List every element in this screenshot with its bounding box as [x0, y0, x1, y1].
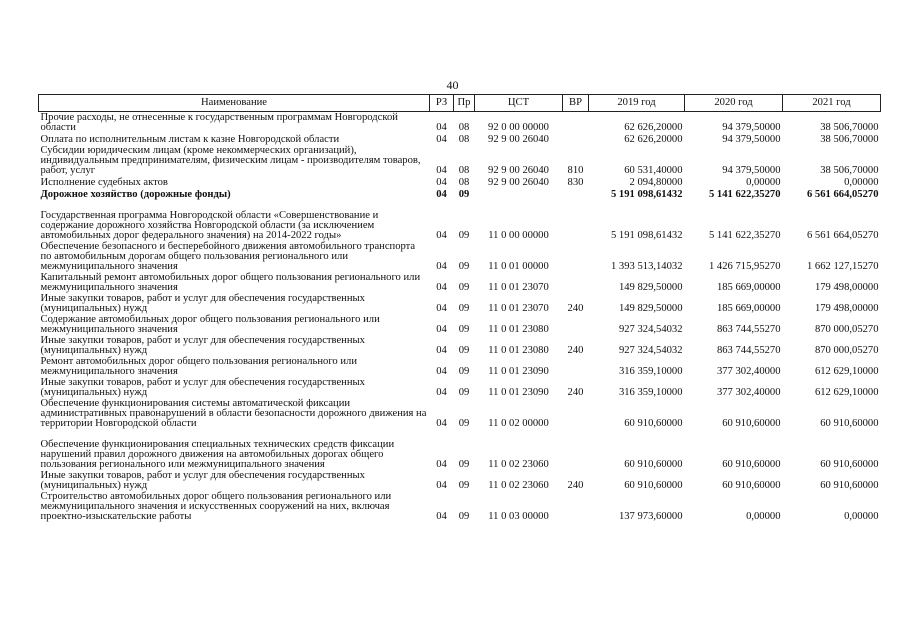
row-rz: 04 [436, 345, 447, 356]
row-cst: 92 9 00 26040 [488, 165, 549, 176]
header-pr: Пр [454, 95, 475, 112]
row-vr [563, 200, 589, 241]
table-header-row [39, 95, 881, 112]
row-vr [563, 398, 589, 429]
row-rz: 04 [436, 177, 447, 188]
table-row [39, 470, 881, 491]
row-2020: 5 141 622,35270 [708, 230, 781, 241]
row-2020: 0,00000 [746, 511, 781, 522]
row-cst [475, 188, 563, 200]
row-name: Иные закупки товаров, работ и услуг для обеспечения государственных (муниципальных) нужд [40, 335, 365, 356]
row-2020: 863 744,55270 [716, 345, 781, 356]
row-2021: 38 506,70000 [820, 165, 879, 176]
row-2019: 316 359,10000 [618, 366, 683, 377]
row-pr: 08 [458, 122, 470, 133]
row-2021: 6 561 664,05270 [806, 189, 879, 200]
row-2019: 149 829,50000 [618, 282, 683, 293]
table-row [39, 314, 881, 335]
row-pr: 09 [458, 282, 470, 293]
row-vr: 810 [567, 165, 584, 176]
row-2020: 185 669,00000 [716, 282, 781, 293]
row-pr: 09 [458, 303, 470, 314]
row-2019: 60 910,60000 [624, 459, 683, 470]
row-name: Обеспечение функционирования системы автоматической фиксации административных правонарушений в области безопасности дорожного движения на территории Новгородской области [40, 398, 427, 429]
table-row [39, 145, 881, 176]
header-vr: ВР [563, 95, 589, 112]
row-name: Обеспечение безопасного и бесперебойного движения автомобильного транспорта по автомобильным дорогам общего пользования регионального или межмуниципального значения [40, 241, 416, 272]
row-rz: 04 [436, 303, 447, 314]
row-pr: 09 [458, 480, 470, 491]
row-vr: 830 [567, 177, 584, 188]
row-2019: 927 324,54032 [618, 324, 683, 335]
row-vr [563, 241, 589, 272]
row-2019: 5 191 098,61432 [610, 230, 683, 241]
row-2020: 377 302,40000 [716, 387, 781, 398]
row-2021: 612 629,10000 [814, 366, 879, 377]
row-name: Иные закупки товаров, работ и услуг для обеспечения государственных (муниципальных) нужд [40, 470, 365, 491]
table-row [39, 112, 881, 134]
row-vr: 240 [567, 480, 584, 491]
header-rz: РЗ [430, 95, 454, 112]
row-rz: 04 [436, 459, 447, 470]
row-pr: 09 [458, 366, 470, 377]
row-pr: 09 [458, 387, 470, 398]
row-2021: 0,00000 [844, 511, 879, 522]
table-row [39, 272, 881, 293]
row-name: Государственная программа Новгородской области «Совершенствование и содержание дорожного хозяйства Новгородской области (за исключением автомобильных дорог федерального значения) на 2014-2022 годы» [40, 210, 379, 241]
row-2020: 94 379,50000 [722, 134, 781, 145]
row-2021: 60 910,60000 [820, 418, 879, 429]
row-rz: 04 [436, 230, 447, 241]
budget-table [38, 94, 881, 522]
row-rz: 04 [436, 480, 447, 491]
row-rz: 04 [436, 122, 447, 133]
row-cst: 11 0 02 00000 [488, 418, 549, 429]
row-cst: 92 9 00 26040 [488, 134, 549, 145]
row-cst: 11 0 01 23090 [488, 387, 549, 398]
row-2020: 60 910,60000 [722, 418, 781, 429]
row-pr: 09 [458, 459, 470, 470]
row-2021: 612 629,10000 [814, 387, 879, 398]
row-cst: 11 0 01 23090 [488, 366, 549, 377]
row-rz: 04 [436, 387, 447, 398]
row-2020: 185 669,00000 [716, 303, 781, 314]
row-2021: 38 506,70000 [820, 134, 879, 145]
row-vr: 240 [567, 303, 584, 314]
table-row [39, 200, 881, 241]
row-2019: 5 191 098,61432 [610, 189, 683, 200]
table-row [39, 491, 881, 522]
row-vr [563, 272, 589, 293]
row-2021: 1 662 127,15270 [806, 261, 879, 272]
row-2019: 62 626,20000 [624, 134, 683, 145]
row-cst: 11 0 01 23080 [488, 345, 549, 356]
row-2020: 94 379,50000 [722, 165, 781, 176]
row-pr: 09 [458, 418, 470, 429]
row-2020: 377 302,40000 [716, 366, 781, 377]
row-rz: 04 [436, 189, 447, 200]
row-cst: 92 0 00 00000 [488, 122, 549, 133]
row-name: Строительство автомобильных дорог общего пользования регионального или межмуниципального значения и искусственных сооружений на них, включая проектно-изыскательские работы [40, 491, 392, 522]
row-vr [563, 314, 589, 335]
header-2020: 2020 год [685, 95, 783, 112]
row-2019: 2 094,80000 [629, 177, 683, 188]
row-name: Исполнение судебных актов [40, 177, 168, 188]
row-vr [563, 491, 589, 522]
row-2021: 179 498,00000 [814, 282, 879, 293]
table-row [39, 241, 881, 272]
row-pr: 09 [458, 345, 470, 356]
header-2021: 2021 год [783, 95, 881, 112]
row-pr: 09 [458, 189, 470, 200]
row-rz: 04 [436, 134, 447, 145]
row-rz: 04 [436, 511, 447, 522]
row-2019: 149 829,50000 [618, 303, 683, 314]
row-2021: 870 000,05270 [814, 324, 879, 335]
row-pr: 09 [458, 261, 470, 272]
table-row [39, 335, 881, 356]
row-pr: 09 [458, 324, 470, 335]
row-cst: 11 0 01 23070 [488, 303, 549, 314]
table-row [39, 133, 881, 145]
row-rz: 04 [436, 261, 447, 272]
row-pr: 09 [458, 230, 470, 241]
row-cst: 11 0 02 23060 [488, 459, 549, 470]
row-vr: 240 [567, 345, 584, 356]
row-pr: 08 [458, 134, 470, 145]
row-cst: 11 0 01 23080 [488, 324, 549, 335]
row-cst: 11 0 01 23070 [488, 282, 549, 293]
row-2020: 0,00000 [746, 177, 781, 188]
table-row [39, 429, 881, 470]
row-2019: 316 359,10000 [618, 387, 683, 398]
row-cst: 11 0 02 23060 [488, 480, 549, 491]
row-name: Капитальный ремонт автомобильных дорог общего пользования регионального или межмуниципального значения [40, 272, 421, 293]
row-2019: 927 324,54032 [618, 345, 683, 356]
table-row [39, 176, 881, 188]
row-2020: 60 910,60000 [722, 459, 781, 470]
row-2020: 863 744,55270 [716, 324, 781, 335]
row-cst: 11 0 00 00000 [488, 230, 549, 241]
row-rz: 04 [436, 282, 447, 293]
row-name: Содержание автомобильных дорог общего пользования регионального или межмуниципального значения [40, 314, 380, 335]
row-name: Ремонт автомобильных дорог общего пользования регионального или межмуниципального значения [40, 356, 357, 377]
table-row [39, 356, 881, 377]
row-2019: 60 910,60000 [624, 480, 683, 491]
row-name: Прочие расходы, не отнесенные к государственным программам Новгородской области [40, 112, 398, 133]
row-2019: 60 910,60000 [624, 418, 683, 429]
row-vr [563, 356, 589, 377]
header-cst: ЦСТ [475, 95, 563, 112]
table-row [39, 377, 881, 398]
row-rz: 04 [436, 366, 447, 377]
row-name: Иные закупки товаров, работ и услуг для обеспечения государственных (муниципальных) нужд [40, 293, 365, 314]
row-name: Субсидии юридическим лицам (кроме некоммерческих организаций), индивидуальным предпринимателям, физическим лицам - производителям товаров, работ, услуг [40, 145, 421, 176]
row-2020: 60 910,60000 [722, 480, 781, 491]
row-2020: 94 379,50000 [722, 122, 781, 133]
row-cst: 11 0 03 00000 [488, 511, 549, 522]
row-vr: 240 [567, 387, 584, 398]
row-pr: 09 [458, 511, 470, 522]
row-2021: 60 910,60000 [820, 480, 879, 491]
table-row [39, 293, 881, 314]
row-name: Оплата по исполнительным листам к казне Новгородской области [40, 134, 340, 145]
row-cst: 92 9 00 26040 [488, 177, 549, 188]
row-pr: 08 [458, 165, 470, 176]
row-2021: 179 498,00000 [814, 303, 879, 314]
table-row-section [39, 188, 881, 200]
row-name: Иные закупки товаров, работ и услуг для обеспечения государственных (муниципальных) нужд [40, 377, 365, 398]
row-2019: 137 973,60000 [618, 511, 683, 522]
row-rz: 04 [436, 324, 447, 335]
row-name: Обеспечение функционирования специальных технических средств фиксации нарушений правил дорожного движения на автомобильных дорогах общего пользования регионального или межмуниципального значения [40, 439, 395, 470]
row-2021: 38 506,70000 [820, 122, 879, 133]
row-pr: 08 [458, 177, 470, 188]
row-vr [563, 188, 589, 200]
row-2020: 5 141 622,35270 [708, 189, 781, 200]
page-number: 40 [446, 78, 459, 92]
row-2021: 0,00000 [844, 177, 879, 188]
row-cst: 11 0 01 00000 [488, 261, 549, 272]
row-2021: 60 910,60000 [820, 459, 879, 470]
row-2019: 62 626,20000 [624, 122, 683, 133]
row-2020: 1 426 715,95270 [708, 261, 781, 272]
header-2019: 2019 год [589, 95, 685, 112]
header-name: Наименование [39, 95, 430, 112]
row-2021: 6 561 664,05270 [806, 230, 879, 241]
row-2019: 60 531,40000 [624, 165, 683, 176]
row-2019: 1 393 513,14032 [610, 261, 683, 272]
row-vr [563, 133, 589, 145]
row-name: Дорожное хозяйство (дорожные фонды) [40, 189, 231, 200]
row-rz: 04 [436, 165, 447, 176]
row-vr [563, 112, 589, 134]
table-row [39, 398, 881, 429]
row-2021: 870 000,05270 [814, 345, 879, 356]
row-vr [563, 429, 589, 470]
row-rz: 04 [436, 418, 447, 429]
